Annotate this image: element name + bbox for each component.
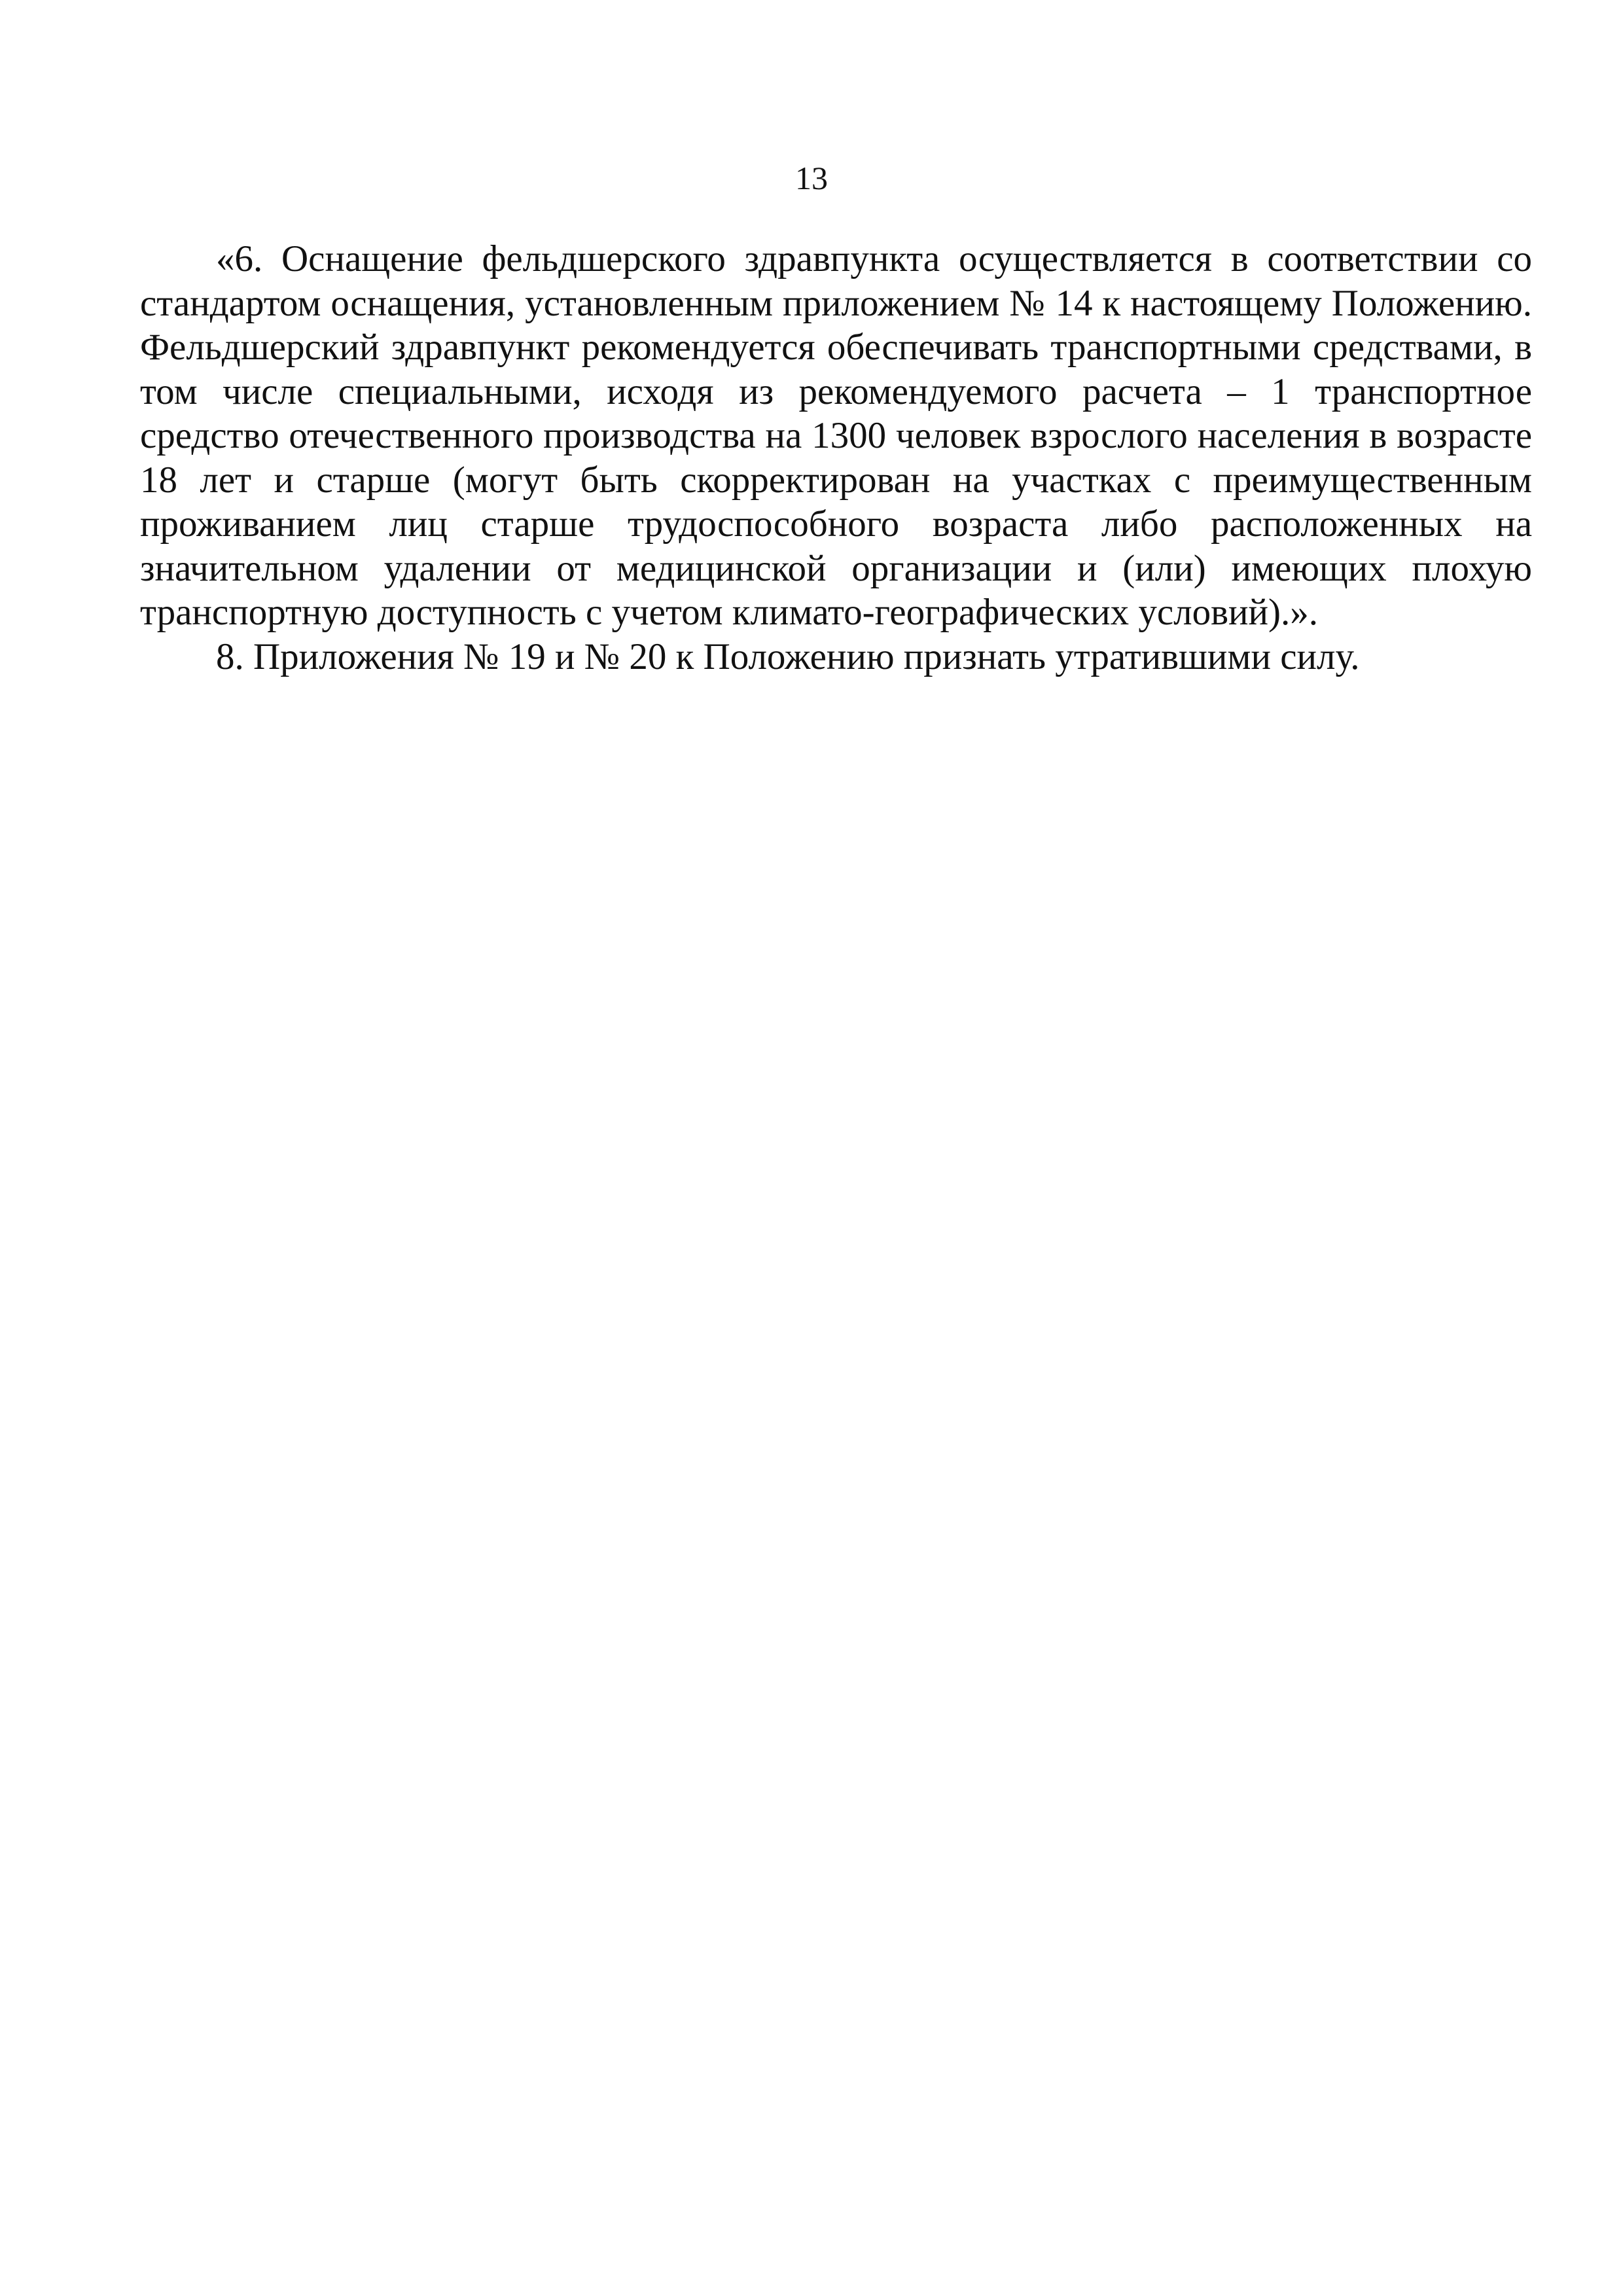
- paragraph-item-6: «6. Оснащение фельдшерского здравпункта осуществляется в соответствии со стандартом оснащения, установленным приложением № 14 к настоящему Положению. Фельдшерский здравпункт рекомендуется обеспечивать транспортными средствами, в том числе специальными, исходя из рекомендуемого расчета – 1 транспортное средство отечественного производства на 1300 человек взрослого населения в возрасте 18 лет и старше (могут быть скорректирован на участках с преимущественным проживанием лиц старше трудоспособного возраста либо расположенных на значительном удалении от медицинской организации и (или) имеющих плохую транспортную доступность с учетом климато-географических условий).».: [140, 238, 1532, 633]
- document-body: [140, 237, 1532, 679]
- page-number: 13: [795, 160, 828, 196]
- paragraph-item-8: 8. Приложения № 19 и № 20 к Положению признать утратившими силу.: [216, 636, 1360, 677]
